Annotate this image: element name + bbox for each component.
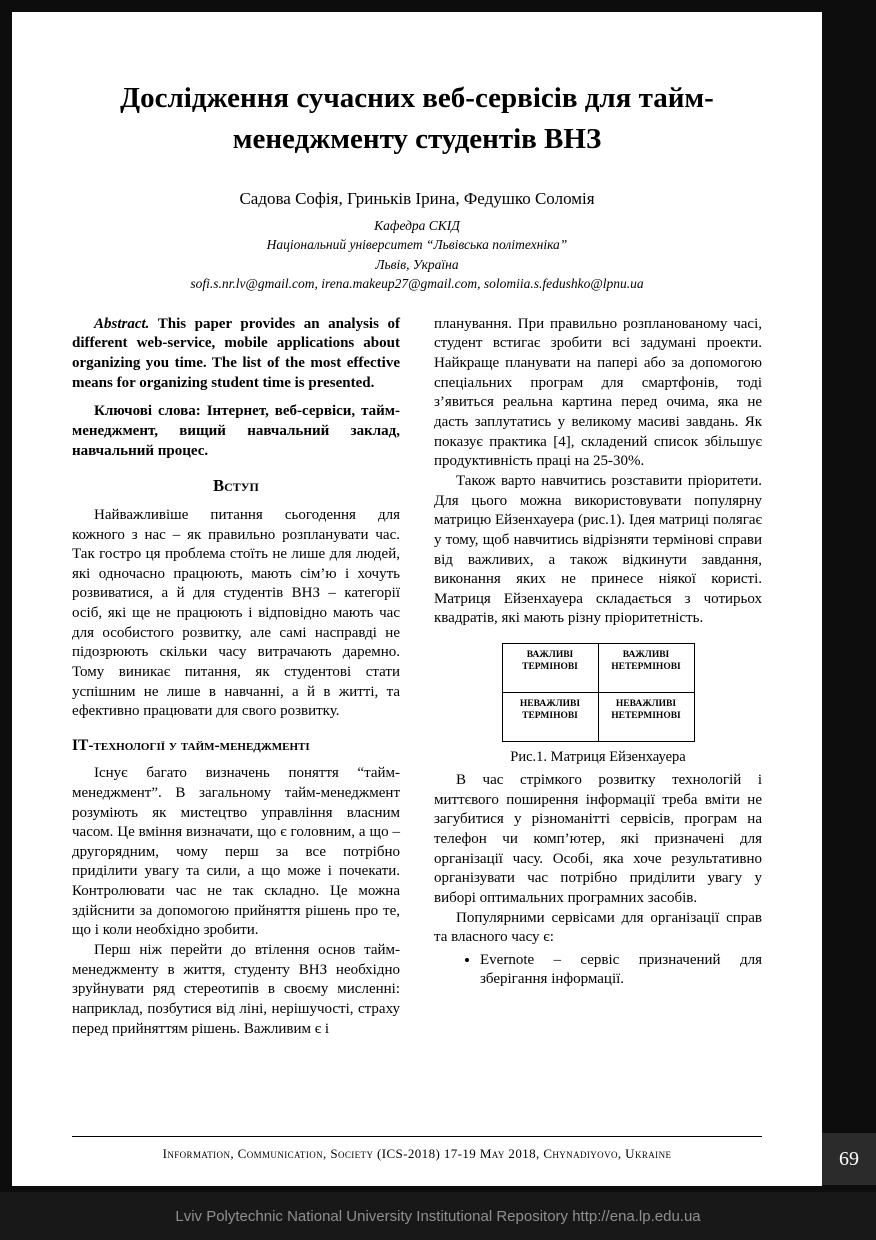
matrix-cell-notimportant-urgent xyxy=(502,693,598,742)
authors-line: Садова Софія, Гриньків Ірина, Федушко Соломія xyxy=(239,189,595,209)
it-paragraph-1: Існує багато визначень поняття “тайм-менеджмент”. В загальному тайм-менеджмент розуміють як мистецтво управління власним часом. Це вміння визначати, що є головним, а що – другорядним, чому перш за все потрібно приділити увагу та сили, а що може і почекати. Контролювати час не так складно. Це можна здійснити за допомогою прийняття рішень про те, що і коли необхідно зробити. xyxy=(72,765,400,939)
keywords-label: Ключові слова: xyxy=(94,403,201,420)
affiliation-block xyxy=(72,216,762,293)
matrix-cell-line: ТЕРМІНОВІ xyxy=(522,662,578,673)
affiliation-dept: Кафедра СКІД xyxy=(374,218,460,234)
matrix-cell-line: НЕТЕРМІНОВІ xyxy=(611,711,681,722)
conference-footer-text: Information, Communication, Society (ICS-2018) 17-19 May 2018, Chynadiyovo, Ukraine xyxy=(162,1146,672,1161)
abstract-label: Abstract. xyxy=(94,315,150,332)
conference-footer xyxy=(72,1136,762,1162)
affiliation-university: Національний університет “Львівська політехніка” xyxy=(266,237,568,253)
matrix-cell-important-urgent xyxy=(502,644,598,693)
matrix-cell-line: ВАЖЛИВІ xyxy=(526,650,574,661)
affiliation-city: Львів, Україна xyxy=(375,256,459,272)
keywords-text: Інтернет, веб-сервіси, тайм-менеджмент, вищий навчальний заклад, навчальний процес. xyxy=(72,403,400,459)
paper-page xyxy=(12,12,822,1186)
left-column xyxy=(72,315,400,1039)
matrix-cell-line: ТЕРМІНОВІ xyxy=(522,711,578,722)
abstract-paragraph xyxy=(72,315,400,394)
page-number-badge: 69 xyxy=(822,1133,876,1185)
figure-caption: Рис.1. Матриця Ейзенхауера xyxy=(510,749,686,766)
services-list xyxy=(464,951,762,990)
matrix-cell-notimportant-noturgent xyxy=(598,693,694,742)
right-paragraph-4: Популярними сервісами для організації справ та власного часу є: xyxy=(434,909,762,946)
it-paragraph-2: Перш ніж перейти до втілення основ тайм-менеджменту в життя, студенту ВНЗ необхідно зруйнувати ряд стереотипів в своєму мисленні: наприклад, позбутися від ліні, нерішучості, страху перед прийняттям рішень. Важливим є і xyxy=(72,942,400,1037)
repository-text: Lviv Polytechnic National University Institutional Repository http://ena.lp.edu.ua xyxy=(175,1207,701,1225)
matrix-cell-line: НЕВАЖЛИВІ xyxy=(519,699,581,710)
intro-paragraph: Найважливіше питання сьогодення для кожного з нас – як правильно розпланувати час. Так гостро ця проблема стоїть не лише для людей, які одночасно працюють, мають сім’ю і хочуть розвиватися, а й для студентів ВНЗ – категорії осіб, які ще не працюють і відповідно мають час для особистого розвитку, але самі насправді не підозрюють скільки часу витрачають даремно. Тому виникає питання, як студентові стати успішним не лише в навчанні, а й в житті, та ефективно працювати для свого розвитку. xyxy=(72,506,400,720)
right-paragraph-2: Також варто навчитись розставити пріоритети. Для цього можна використовувати популярну матрицю Ейзенхауера (рис.1). Ідея матриці полягає у тому, щоб навчитись відрізняти термінові справи від важливих, а також відкинути завдання, виконання яких не принесе ніякої користі. Матриця Ейзенхауера складається з чотирьох квадратів, які мають різну пріоритетність. xyxy=(434,472,762,627)
repository-strip xyxy=(0,1192,876,1240)
right-paragraph-1: планування. При правильно розпланованому часі, студент встигає зробити всі задумані проекти. Найкраще планувати на папері або за допомогою спеціальних програм для смартфонів, тоді з’явиться реальна картина перед очима, яка не дасть заплутатись у великому масиві завдань. Як показує практика [4], складений список збільшує продуктивність праці на 25-30%. xyxy=(434,315,762,470)
paper-title: Дослідження сучасних веб-сервісів для тайм-менеджменту студентів ВНЗ xyxy=(120,82,714,155)
matrix-cell-line: НЕТЕРМІНОВІ xyxy=(611,662,681,673)
keywords-paragraph xyxy=(72,402,400,461)
matrix-cell-line: ВАЖЛИВІ xyxy=(622,650,670,661)
abstract-text: This paper provides an analysis of different web-service, mobile applications about organizing you time. The list of the most effective means for organizing student time is presented. xyxy=(72,315,400,391)
author-emails: sofi.s.nr.lv@gmail.com, irena.makeup27@gmail.com, solomiia.s.fedushko@lpnu.ua xyxy=(190,275,644,291)
eisenhower-matrix-figure xyxy=(502,643,695,742)
two-column-body xyxy=(72,315,762,1039)
matrix-cell-line: НЕВАЖЛИВІ xyxy=(615,699,677,710)
list-item-evernote: • Evernote – сервіс призначений для зберігання інформації. xyxy=(480,951,762,990)
matrix-cell-important-noturgent xyxy=(598,644,694,693)
right-column xyxy=(434,315,762,1039)
section-heading-it: ІТ-технології у тайм-менеджменті xyxy=(72,736,310,754)
section-heading-intro: Вступ xyxy=(213,476,259,496)
right-paragraph-3: В час стрімкого розвитку технологій і миттєвого поширення інформації треба вміти не загубитися у різноманітті сервісів, програм на телефон чи комп’ютер, які призначені для організації часу. Особі, яка хоче результативно організувати час потрібно приділити увагу у виборі оптимальних програмних засобів. xyxy=(434,772,762,906)
